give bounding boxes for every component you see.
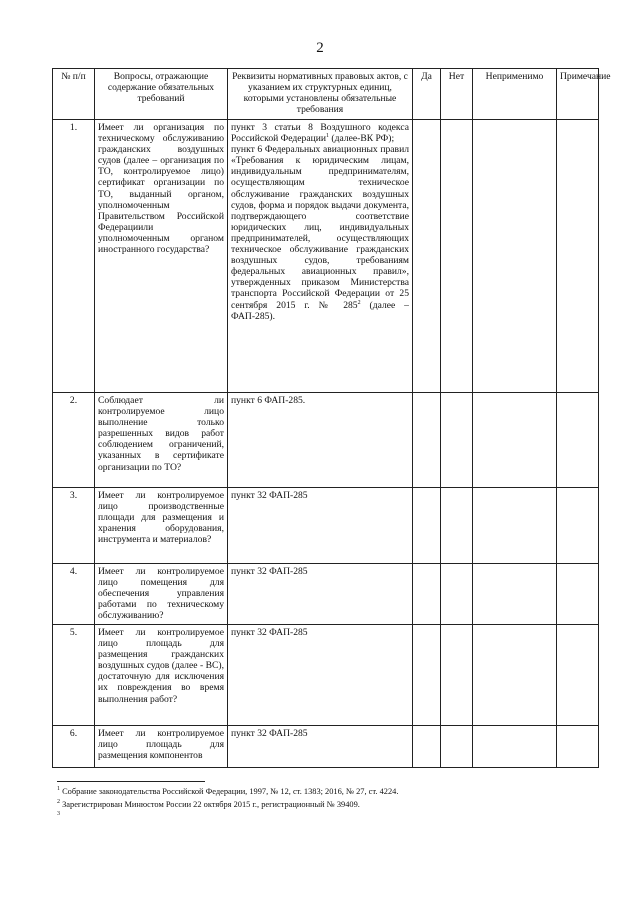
requisites-part: (далее-ВК РФ);: [329, 133, 395, 145]
row-number: 6.: [53, 726, 95, 768]
footnote-ref: 2: [357, 299, 361, 306]
row-question: Имеет ли контролируемое лицо площадь для размещения гражданских воздушных судов (далее - ВС), достаточную для исключения их повреждения во время выполнения работ?: [95, 625, 228, 726]
table-row: [53, 488, 599, 564]
yes-cell[interactable]: [413, 625, 441, 726]
yes-cell[interactable]: [413, 120, 441, 393]
row-requisites: пункт 32 ФАП-285: [228, 488, 413, 564]
row-question: Имеет ли контролируемое лицо помещения для обеспечения управления работами по техническому обслуживанию?: [95, 564, 228, 625]
header-no: Нет: [441, 69, 473, 120]
row-question: Имеет ли контролируемое лицо производственные площади для размещения и хранения оборудования, инструмента и материалов?: [95, 488, 228, 564]
header-question: Вопросы, отражающие содержание обязательных требований: [95, 69, 228, 120]
note-cell[interactable]: [557, 564, 599, 625]
footnote-ref: 1: [326, 132, 329, 139]
note-cell[interactable]: [557, 625, 599, 726]
row-number: 3.: [53, 488, 95, 564]
yes-cell[interactable]: [413, 564, 441, 625]
header-num: № п/п: [53, 69, 95, 120]
note-cell[interactable]: [557, 488, 599, 564]
yes-cell[interactable]: [413, 488, 441, 564]
not-applicable-cell[interactable]: [473, 726, 557, 768]
header-requisites: Реквизиты нормативных правовых актов, с указанием их структурных единиц, которыми установлены обязательные требования: [228, 69, 413, 120]
checklist-table: [52, 68, 611, 768]
no-cell[interactable]: [441, 120, 473, 393]
note-cell[interactable]: [557, 393, 599, 488]
requisites-part: пункт 6 Федеральных авиационных правил «Требования к юридическим лицам, индивидуальным предпринимателям, осуществляющим техническое обслуживание гражданских воздушных судов, форма и порядок выдачи документа, подтверждающего соответствие юридических лиц, индивидуальных предпринимателей, осуществляющих техническое обслуживание гражданских воздушных судов, требованиям федеральных авиационных правил», утвержденных приказом Министерства транспорта Российской Федерации от 25 сентября 2015 г. № 285: [231, 144, 409, 311]
footnote-divider: [57, 781, 205, 782]
requisites-part: пункт 3 статьи 8 Воздушного кодекса Российской Федерации: [231, 122, 409, 145]
row-question: Имеет ли контролируемое лицо площадь для размещения компонентов: [95, 726, 228, 768]
row-requisites: пункт 32 ФАП-285: [228, 564, 413, 625]
table-row: [53, 625, 599, 726]
note-cell[interactable]: [557, 120, 599, 393]
header-note: Примечание: [557, 69, 599, 120]
no-cell[interactable]: [441, 726, 473, 768]
header-not-applicable: Неприменимо: [473, 69, 557, 120]
row-number: 2.: [53, 393, 95, 488]
yes-cell[interactable]: [413, 393, 441, 488]
footnote-text: Зарегистрирован Минюстом России 22 октября 2015 г., регистрационный № 39409.: [60, 799, 360, 809]
table-row: [53, 393, 599, 488]
footnote-3: [57, 811, 597, 824]
row-requisites: [228, 120, 413, 393]
table-row: [53, 726, 599, 768]
row-question: Имеет ли организация по техническому обслуживанию гражданских воздушных судов (далее – организация по ТО, контролируемое лицо) сертификат организации по ТО, выданный органом, уполномоченным Правительством Российской Федерациили уполномоченным органом иностранного государства?: [95, 120, 228, 393]
not-applicable-cell[interactable]: [473, 488, 557, 564]
row-question: Соблюдает ли контролируемое лицо выполнение только разрешенных видов работ соблюдением ограничений, указанных в сертификате организации по ТО?: [95, 393, 228, 488]
not-applicable-cell[interactable]: [473, 625, 557, 726]
row-requisites: пункт 6 ФАП-285.: [228, 393, 413, 488]
no-cell[interactable]: [441, 564, 473, 625]
row-number: 4.: [53, 564, 95, 625]
not-applicable-cell[interactable]: [473, 393, 557, 488]
not-applicable-cell[interactable]: [473, 120, 557, 393]
table-row: [53, 564, 599, 625]
row-requisites: пункт 32 ФАП-285: [228, 726, 413, 768]
footnote-mark: 3: [57, 811, 60, 818]
row-number: 1.: [53, 120, 95, 393]
row-requisites: пункт 32 ФАП-285: [228, 625, 413, 726]
no-cell[interactable]: [441, 393, 473, 488]
no-cell[interactable]: [441, 625, 473, 726]
note-cell[interactable]: [557, 726, 599, 768]
table-row: [53, 120, 599, 393]
not-applicable-cell[interactable]: [473, 564, 557, 625]
footnote-2: [57, 799, 597, 812]
table-header-row: [53, 69, 599, 120]
row-number: 5.: [53, 625, 95, 726]
footnote-text: Собрание законодательства Российской Федерации, 1997, № 12, ст. 1383; 2016, № 27, ст. 4224.: [60, 787, 399, 796]
footnote-1: [57, 786, 597, 799]
no-cell[interactable]: [441, 488, 473, 564]
footnote-mark: 1: [57, 786, 60, 793]
page-number: 2: [316, 40, 324, 56]
header-yes: Да: [413, 69, 441, 120]
footnotes: [57, 786, 597, 824]
footnote-mark: 2: [57, 798, 60, 805]
yes-cell[interactable]: [413, 726, 441, 768]
requisites-part: (далее – ФАП-285).: [231, 299, 409, 322]
